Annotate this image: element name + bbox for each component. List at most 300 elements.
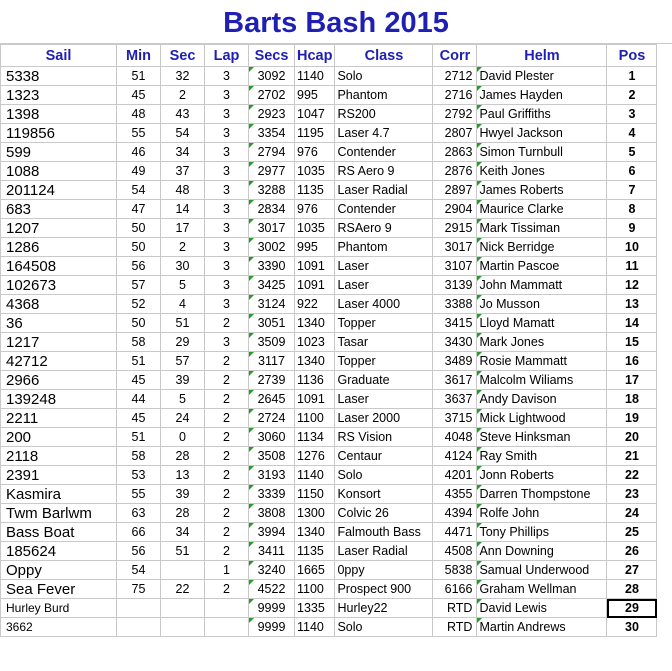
cell-helm[interactable]: Mark Jones — [477, 333, 607, 352]
cell-sail[interactable]: 1398 — [1, 105, 117, 124]
cell-cls[interactable]: Contender — [335, 143, 433, 162]
cell-min[interactable] — [117, 599, 161, 618]
cell-sec[interactable]: 39 — [161, 371, 205, 390]
cell-min[interactable]: 51 — [117, 428, 161, 447]
cell-min[interactable]: 56 — [117, 257, 161, 276]
cell-helm[interactable]: Martin Pascoe — [477, 257, 607, 276]
cell-cls[interactable]: Laser 4.7 — [335, 124, 433, 143]
cell-hcap[interactable]: 976 — [295, 143, 335, 162]
cell-helm[interactable]: Ray Smith — [477, 447, 607, 466]
cell-corr[interactable]: 5838 — [433, 561, 477, 580]
cell-sail[interactable]: Kasmira — [1, 485, 117, 504]
cell-pos[interactable]: 3 — [607, 105, 657, 124]
cell-secs[interactable]: 3994 — [249, 523, 295, 542]
cell-hcap[interactable]: 1136 — [295, 371, 335, 390]
cell-min[interactable]: 52 — [117, 295, 161, 314]
cell-sec[interactable]: 14 — [161, 200, 205, 219]
cell-hcap[interactable]: 1665 — [295, 561, 335, 580]
cell-sail[interactable]: Hurley Burd — [1, 599, 117, 618]
cell-hcap[interactable]: 1140 — [295, 618, 335, 637]
col-header-secs[interactable]: Secs — [249, 45, 295, 67]
col-header-corr[interactable]: Corr — [433, 45, 477, 67]
cell-corr[interactable]: 4201 — [433, 466, 477, 485]
cell-min[interactable]: 75 — [117, 580, 161, 599]
cell-cls[interactable]: Solo — [335, 466, 433, 485]
cell-hcap[interactable]: 1035 — [295, 219, 335, 238]
cell-pos[interactable]: 9 — [607, 219, 657, 238]
cell-corr[interactable]: 2915 — [433, 219, 477, 238]
cell-pos[interactable]: 14 — [607, 314, 657, 333]
cell-min[interactable]: 45 — [117, 409, 161, 428]
cell-sec[interactable]: 24 — [161, 409, 205, 428]
cell-cls[interactable]: Tasar — [335, 333, 433, 352]
cell-sail[interactable]: 119856 — [1, 124, 117, 143]
cell-hcap[interactable]: 1340 — [295, 314, 335, 333]
cell-cls[interactable]: RSAero 9 — [335, 219, 433, 238]
cell-sail[interactable]: 2391 — [1, 466, 117, 485]
cell-sec[interactable]: 4 — [161, 295, 205, 314]
cell-hcap[interactable]: 1091 — [295, 257, 335, 276]
cell-lap[interactable]: 2 — [205, 371, 249, 390]
cell-pos[interactable]: 30 — [607, 618, 657, 637]
cell-cls[interactable]: RS200 — [335, 105, 433, 124]
cell-sec[interactable]: 57 — [161, 352, 205, 371]
cell-lap[interactable]: 3 — [205, 276, 249, 295]
cell-min[interactable]: 53 — [117, 466, 161, 485]
cell-cls[interactable]: Prospect 900 — [335, 580, 433, 599]
cell-sec[interactable]: 13 — [161, 466, 205, 485]
cell-cls[interactable]: Laser 2000 — [335, 409, 433, 428]
cell-cls[interactable]: Falmouth Bass — [335, 523, 433, 542]
cell-lap[interactable] — [205, 618, 249, 637]
cell-secs[interactable]: 3092 — [249, 67, 295, 86]
cell-corr[interactable]: 3139 — [433, 276, 477, 295]
cell-hcap[interactable]: 1091 — [295, 276, 335, 295]
cell-sec[interactable] — [161, 618, 205, 637]
cell-min[interactable]: 57 — [117, 276, 161, 295]
cell-hcap[interactable]: 1035 — [295, 162, 335, 181]
cell-cls[interactable]: Colvic 26 — [335, 504, 433, 523]
cell-pos[interactable]: 19 — [607, 409, 657, 428]
cell-cls[interactable]: Laser — [335, 390, 433, 409]
cell-secs[interactable]: 3509 — [249, 333, 295, 352]
cell-min[interactable]: 51 — [117, 352, 161, 371]
cell-cls[interactable]: Phantom — [335, 238, 433, 257]
cell-pos[interactable]: 25 — [607, 523, 657, 542]
cell-lap[interactable]: 3 — [205, 295, 249, 314]
cell-hcap[interactable]: 1300 — [295, 504, 335, 523]
cell-pos[interactable]: 6 — [607, 162, 657, 181]
cell-cls[interactable]: Phantom — [335, 86, 433, 105]
cell-corr[interactable]: 2716 — [433, 86, 477, 105]
cell-hcap[interactable]: 1023 — [295, 333, 335, 352]
cell-sec[interactable]: 2 — [161, 86, 205, 105]
cell-corr[interactable]: 4471 — [433, 523, 477, 542]
cell-helm[interactable]: Hwyel Jackson — [477, 124, 607, 143]
cell-lap[interactable]: 2 — [205, 542, 249, 561]
cell-min[interactable]: 47 — [117, 200, 161, 219]
cell-secs[interactable]: 2724 — [249, 409, 295, 428]
cell-sail[interactable]: 42712 — [1, 352, 117, 371]
cell-corr[interactable]: 4355 — [433, 485, 477, 504]
cell-sec[interactable]: 5 — [161, 276, 205, 295]
cell-min[interactable]: 50 — [117, 238, 161, 257]
cell-sail[interactable]: 36 — [1, 314, 117, 333]
cell-min[interactable]: 58 — [117, 447, 161, 466]
cell-sail[interactable]: 201124 — [1, 181, 117, 200]
cell-corr[interactable]: RTD — [433, 618, 477, 637]
cell-lap[interactable]: 3 — [205, 67, 249, 86]
cell-cls[interactable]: Solo — [335, 618, 433, 637]
cell-hcap[interactable]: 1340 — [295, 352, 335, 371]
cell-cls[interactable]: Laser Radial — [335, 542, 433, 561]
cell-corr[interactable]: 3107 — [433, 257, 477, 276]
cell-cls[interactable]: Solo — [335, 67, 433, 86]
cell-min[interactable]: 45 — [117, 86, 161, 105]
cell-hcap[interactable]: 1195 — [295, 124, 335, 143]
cell-lap[interactable]: 3 — [205, 200, 249, 219]
cell-pos[interactable]: 7 — [607, 181, 657, 200]
cell-lap[interactable]: 2 — [205, 409, 249, 428]
col-header-sail[interactable]: Sail — [1, 45, 117, 67]
cell-cls[interactable]: 0ppy — [335, 561, 433, 580]
cell-corr[interactable]: 4508 — [433, 542, 477, 561]
cell-helm[interactable]: Simon Turnbull — [477, 143, 607, 162]
col-header-pos[interactable]: Pos — [607, 45, 657, 67]
cell-min[interactable]: 58 — [117, 333, 161, 352]
cell-helm[interactable]: James Hayden — [477, 86, 607, 105]
cell-hcap[interactable]: 1100 — [295, 409, 335, 428]
cell-cls[interactable]: Topper — [335, 352, 433, 371]
cell-min[interactable]: 50 — [117, 219, 161, 238]
cell-sail[interactable]: 185624 — [1, 542, 117, 561]
cell-sail[interactable]: 102673 — [1, 276, 117, 295]
cell-corr[interactable]: 4124 — [433, 447, 477, 466]
cell-sail[interactable]: Sea Fever — [1, 580, 117, 599]
cell-sail[interactable]: 2966 — [1, 371, 117, 390]
cell-secs[interactable]: 3339 — [249, 485, 295, 504]
cell-sec[interactable] — [161, 561, 205, 580]
cell-min[interactable]: 50 — [117, 314, 161, 333]
cell-helm[interactable]: Ann Downing — [477, 542, 607, 561]
cell-helm[interactable]: Maurice Clarke — [477, 200, 607, 219]
cell-hcap[interactable]: 1340 — [295, 523, 335, 542]
cell-sail[interactable]: 1323 — [1, 86, 117, 105]
cell-lap[interactable]: 3 — [205, 333, 249, 352]
cell-secs[interactable]: 3288 — [249, 181, 295, 200]
cell-lap[interactable]: 2 — [205, 314, 249, 333]
cell-sail[interactable]: Twm Barlwm — [1, 504, 117, 523]
cell-lap[interactable]: 2 — [205, 352, 249, 371]
cell-cls[interactable]: Laser — [335, 276, 433, 295]
cell-pos[interactable]: 1 — [607, 67, 657, 86]
sheet-title[interactable]: Barts Bash 2015 — [0, 0, 672, 44]
cell-hcap[interactable]: 1276 — [295, 447, 335, 466]
cell-sail[interactable]: 5338 — [1, 67, 117, 86]
cell-lap[interactable]: 3 — [205, 86, 249, 105]
cell-sail[interactable]: 1217 — [1, 333, 117, 352]
cell-pos[interactable]: 12 — [607, 276, 657, 295]
cell-min[interactable]: 55 — [117, 485, 161, 504]
cell-hcap[interactable]: 1135 — [295, 542, 335, 561]
cell-hcap[interactable]: 1135 — [295, 181, 335, 200]
cell-pos[interactable]: 27 — [607, 561, 657, 580]
cell-corr[interactable]: 3715 — [433, 409, 477, 428]
cell-secs[interactable]: 9999 — [249, 618, 295, 637]
cell-helm[interactable]: Paul Griffiths — [477, 105, 607, 124]
cell-pos[interactable]: 5 — [607, 143, 657, 162]
cell-min[interactable]: 54 — [117, 181, 161, 200]
cell-pos[interactable]: 4 — [607, 124, 657, 143]
cell-helm[interactable]: John Mammatt — [477, 276, 607, 295]
cell-helm[interactable]: David Lewis — [477, 599, 607, 618]
cell-secs[interactable]: 3390 — [249, 257, 295, 276]
cell-hcap[interactable]: 1100 — [295, 580, 335, 599]
cell-secs[interactable]: 4522 — [249, 580, 295, 599]
cell-secs[interactable]: 2923 — [249, 105, 295, 124]
cell-corr[interactable]: 3430 — [433, 333, 477, 352]
cell-cls[interactable]: RS Aero 9 — [335, 162, 433, 181]
cell-pos[interactable]: 13 — [607, 295, 657, 314]
cell-corr[interactable]: 2712 — [433, 67, 477, 86]
cell-cls[interactable]: Laser 4000 — [335, 295, 433, 314]
cell-secs[interactable]: 2794 — [249, 143, 295, 162]
cell-pos[interactable]: 29 — [607, 599, 657, 618]
cell-sec[interactable]: 30 — [161, 257, 205, 276]
cell-min[interactable]: 54 — [117, 561, 161, 580]
cell-corr[interactable]: 2897 — [433, 181, 477, 200]
cell-cls[interactable]: Topper — [335, 314, 433, 333]
cell-helm[interactable]: Graham Wellman — [477, 580, 607, 599]
cell-sail[interactable]: 1286 — [1, 238, 117, 257]
cell-corr[interactable]: 3388 — [433, 295, 477, 314]
cell-hcap[interactable]: 995 — [295, 238, 335, 257]
cell-secs[interactable]: 3808 — [249, 504, 295, 523]
col-header-min[interactable]: Min — [117, 45, 161, 67]
cell-sec[interactable]: 0 — [161, 428, 205, 447]
cell-lap[interactable]: 3 — [205, 162, 249, 181]
cell-pos[interactable]: 28 — [607, 580, 657, 599]
cell-lap[interactable]: 3 — [205, 219, 249, 238]
cell-hcap[interactable]: 1091 — [295, 390, 335, 409]
col-header-sec[interactable]: Sec — [161, 45, 205, 67]
cell-lap[interactable]: 3 — [205, 238, 249, 257]
cell-min[interactable]: 46 — [117, 143, 161, 162]
cell-lap[interactable]: 3 — [205, 257, 249, 276]
cell-secs[interactable]: 3060 — [249, 428, 295, 447]
cell-min[interactable]: 66 — [117, 523, 161, 542]
cell-secs[interactable]: 3240 — [249, 561, 295, 580]
cell-cls[interactable]: Konsort — [335, 485, 433, 504]
cell-min[interactable]: 56 — [117, 542, 161, 561]
cell-corr[interactable]: 3617 — [433, 371, 477, 390]
cell-lap[interactable]: 3 — [205, 181, 249, 200]
cell-lap[interactable]: 3 — [205, 105, 249, 124]
cell-helm[interactable]: Jonn Roberts — [477, 466, 607, 485]
cell-sec[interactable]: 54 — [161, 124, 205, 143]
cell-pos[interactable]: 16 — [607, 352, 657, 371]
cell-hcap[interactable]: 1335 — [295, 599, 335, 618]
cell-corr[interactable]: 2807 — [433, 124, 477, 143]
cell-sec[interactable]: 37 — [161, 162, 205, 181]
cell-corr[interactable]: 2904 — [433, 200, 477, 219]
cell-lap[interactable] — [205, 599, 249, 618]
cell-corr[interactable]: 3017 — [433, 238, 477, 257]
cell-corr[interactable]: 3489 — [433, 352, 477, 371]
cell-corr[interactable]: 2863 — [433, 143, 477, 162]
cell-sec[interactable]: 48 — [161, 181, 205, 200]
cell-pos[interactable]: 22 — [607, 466, 657, 485]
cell-helm[interactable]: Keith Jones — [477, 162, 607, 181]
col-header-class[interactable]: Class — [335, 45, 433, 67]
cell-sail[interactable]: 200 — [1, 428, 117, 447]
cell-hcap[interactable]: 1140 — [295, 466, 335, 485]
cell-pos[interactable]: 17 — [607, 371, 657, 390]
cell-hcap[interactable]: 1140 — [295, 67, 335, 86]
cell-lap[interactable]: 1 — [205, 561, 249, 580]
cell-lap[interactable]: 2 — [205, 428, 249, 447]
cell-secs[interactable]: 3508 — [249, 447, 295, 466]
cell-secs[interactable]: 9999 — [249, 599, 295, 618]
cell-lap[interactable]: 2 — [205, 466, 249, 485]
cell-secs[interactable]: 3425 — [249, 276, 295, 295]
cell-sail[interactable]: 2118 — [1, 447, 117, 466]
cell-helm[interactable]: Samual Underwood — [477, 561, 607, 580]
cell-min[interactable] — [117, 618, 161, 637]
cell-cls[interactable]: Laser — [335, 257, 433, 276]
cell-pos[interactable]: 10 — [607, 238, 657, 257]
cell-corr[interactable]: 3637 — [433, 390, 477, 409]
cell-corr[interactable]: 2876 — [433, 162, 477, 181]
cell-lap[interactable]: 3 — [205, 143, 249, 162]
cell-hcap[interactable]: 995 — [295, 86, 335, 105]
cell-secs[interactable]: 3002 — [249, 238, 295, 257]
cell-sec[interactable]: 29 — [161, 333, 205, 352]
cell-sec[interactable]: 2 — [161, 238, 205, 257]
cell-helm[interactable]: Nick Berridge — [477, 238, 607, 257]
cell-corr[interactable]: 4048 — [433, 428, 477, 447]
cell-sail[interactable]: 1088 — [1, 162, 117, 181]
cell-pos[interactable]: 20 — [607, 428, 657, 447]
cell-secs[interactable]: 2645 — [249, 390, 295, 409]
cell-secs[interactable]: 3193 — [249, 466, 295, 485]
cell-lap[interactable]: 2 — [205, 447, 249, 466]
cell-helm[interactable]: Darren Thompstone — [477, 485, 607, 504]
cell-helm[interactable]: Tony Phillips — [477, 523, 607, 542]
cell-hcap[interactable]: 1150 — [295, 485, 335, 504]
cell-sail[interactable]: 3662 — [1, 618, 117, 637]
cell-secs[interactable]: 2702 — [249, 86, 295, 105]
cell-lap[interactable]: 3 — [205, 124, 249, 143]
cell-cls[interactable]: Contender — [335, 200, 433, 219]
cell-helm[interactable]: David Plester — [477, 67, 607, 86]
cell-corr[interactable]: 4394 — [433, 504, 477, 523]
cell-helm[interactable]: Lloyd Mamatt — [477, 314, 607, 333]
cell-secs[interactable]: 2977 — [249, 162, 295, 181]
cell-lap[interactable]: 2 — [205, 485, 249, 504]
cell-cls[interactable]: Hurley22 — [335, 599, 433, 618]
cell-pos[interactable]: 26 — [607, 542, 657, 561]
cell-min[interactable]: 49 — [117, 162, 161, 181]
cell-pos[interactable]: 8 — [607, 200, 657, 219]
cell-corr[interactable]: 6166 — [433, 580, 477, 599]
cell-corr[interactable]: RTD — [433, 599, 477, 618]
cell-sail[interactable]: 2211 — [1, 409, 117, 428]
cell-pos[interactable]: 23 — [607, 485, 657, 504]
cell-pos[interactable]: 21 — [607, 447, 657, 466]
cell-min[interactable]: 44 — [117, 390, 161, 409]
cell-secs[interactable]: 3117 — [249, 352, 295, 371]
cell-min[interactable]: 55 — [117, 124, 161, 143]
cell-cls[interactable]: Graduate — [335, 371, 433, 390]
cell-sec[interactable]: 43 — [161, 105, 205, 124]
cell-sail[interactable]: Oppy — [1, 561, 117, 580]
cell-secs[interactable]: 2739 — [249, 371, 295, 390]
cell-helm[interactable]: Mark Tissiman — [477, 219, 607, 238]
cell-lap[interactable]: 2 — [205, 390, 249, 409]
cell-sec[interactable]: 32 — [161, 67, 205, 86]
cell-sail[interactable]: 1207 — [1, 219, 117, 238]
cell-min[interactable]: 63 — [117, 504, 161, 523]
cell-lap[interactable]: 2 — [205, 523, 249, 542]
cell-cls[interactable]: Laser Radial — [335, 181, 433, 200]
cell-min[interactable]: 45 — [117, 371, 161, 390]
cell-sec[interactable]: 51 — [161, 542, 205, 561]
cell-sail[interactable]: 683 — [1, 200, 117, 219]
cell-min[interactable]: 48 — [117, 105, 161, 124]
cell-sec[interactable]: 5 — [161, 390, 205, 409]
cell-hcap[interactable]: 922 — [295, 295, 335, 314]
cell-helm[interactable]: Jo Musson — [477, 295, 607, 314]
cell-secs[interactable]: 3124 — [249, 295, 295, 314]
cell-sail[interactable]: 164508 — [1, 257, 117, 276]
cell-secs[interactable]: 3354 — [249, 124, 295, 143]
cell-sec[interactable]: 51 — [161, 314, 205, 333]
cell-pos[interactable]: 11 — [607, 257, 657, 276]
cell-sec[interactable]: 28 — [161, 504, 205, 523]
col-header-helm[interactable]: Helm — [477, 45, 607, 67]
cell-sec[interactable]: 34 — [161, 143, 205, 162]
cell-sec[interactable]: 39 — [161, 485, 205, 504]
cell-helm[interactable]: James Roberts — [477, 181, 607, 200]
cell-secs[interactable]: 3051 — [249, 314, 295, 333]
cell-sail[interactable]: 4368 — [1, 295, 117, 314]
cell-helm[interactable]: Steve Hinksman — [477, 428, 607, 447]
cell-lap[interactable]: 2 — [205, 504, 249, 523]
cell-sec[interactable]: 34 — [161, 523, 205, 542]
cell-helm[interactable]: Andy Davison — [477, 390, 607, 409]
cell-helm[interactable]: Malcolm Wiliams — [477, 371, 607, 390]
cell-hcap[interactable]: 1047 — [295, 105, 335, 124]
cell-lap[interactable]: 2 — [205, 580, 249, 599]
cell-sec[interactable] — [161, 599, 205, 618]
cell-pos[interactable]: 15 — [607, 333, 657, 352]
cell-secs[interactable]: 2834 — [249, 200, 295, 219]
cell-secs[interactable]: 3411 — [249, 542, 295, 561]
cell-secs[interactable]: 3017 — [249, 219, 295, 238]
col-header-lap[interactable]: Lap — [205, 45, 249, 67]
cell-sail[interactable]: Bass Boat — [1, 523, 117, 542]
cell-hcap[interactable]: 976 — [295, 200, 335, 219]
cell-sec[interactable]: 28 — [161, 447, 205, 466]
cell-helm[interactable]: Rosie Mammatt — [477, 352, 607, 371]
cell-pos[interactable]: 2 — [607, 86, 657, 105]
cell-helm[interactable]: Martin Andrews — [477, 618, 607, 637]
cell-pos[interactable]: 24 — [607, 504, 657, 523]
cell-min[interactable]: 51 — [117, 67, 161, 86]
col-header-hcap[interactable]: Hcap — [295, 45, 335, 67]
cell-corr[interactable]: 3415 — [433, 314, 477, 333]
